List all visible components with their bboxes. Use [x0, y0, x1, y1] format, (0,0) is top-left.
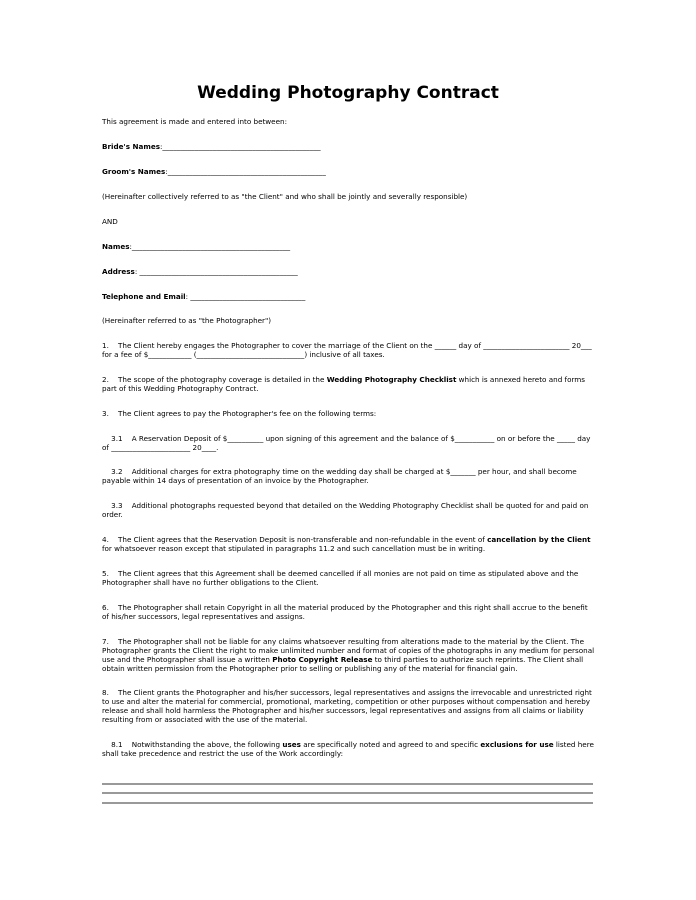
clause-8-1	[102, 740, 596, 758]
clause-4	[102, 535, 596, 553]
clause-7-text-b: to third parties to authorize such reprints. The Client shall obtain written permission from the Photographer prior to selling or publishing any of the material for financial gain.	[102, 655, 586, 673]
clause-7	[102, 637, 596, 673]
clause-3-3: 3.3 Additional photographs requested beyond that detailed on the Wedding Photography Checklist shall be quoted for and paid on order.	[102, 501, 591, 519]
fill-in-line-3	[102, 802, 593, 804]
clause-4-text-a: 4. The Client agrees that the Reservation Deposit is non-transferable and non-refundable in the event of	[102, 535, 488, 544]
photographer-definition: (Hereinafter referred to as "the Photographer")	[102, 316, 272, 325]
clause-4-bold: cancellation by the Client	[487, 535, 591, 544]
telephone-email-line	[102, 292, 596, 301]
bride-names-label: Bride's Names	[102, 142, 160, 151]
clause-3-1: 3.1 A Reservation Deposit of $__________ upon signing of this agreement and the balance of $___________ on or before the _____ day of ______________________ 20____.	[102, 434, 593, 452]
clause-2-text-b: which is annexed hereto and forms part of this Wedding Photography Contract.	[102, 375, 588, 393]
clause-2-bold: Wedding Photography Checklist	[326, 375, 457, 384]
clause-5: 5. The Client agrees that this Agreement shall be deemed cancelled if all monies are not paid on time as stipulated above and the Photographer shall have no further obligations to the Client.	[102, 569, 581, 587]
clause-6: 6. The Photographer shall retain Copyright in all the material produced by the Photographer and this right shall accrue to the benefit of his/her successors, legal representatives and assigns.	[102, 603, 590, 621]
client-definition: (Hereinafter collectively referred to as "the Client" and who shall be jointly and severally responsible)	[102, 192, 468, 201]
names-line	[102, 242, 596, 251]
address-line	[102, 267, 596, 276]
clause-8-1-text-c: listed here shall take precedence and restrict the use of the Work accordingly:	[102, 740, 597, 758]
telephone-email-label: Telephone and Email	[102, 292, 186, 301]
names-label: Names	[102, 242, 130, 251]
names-blank: :____________________________________________	[129, 242, 291, 251]
clause-8-1-text-a: 8.1 Notwithstanding the above, the following	[102, 740, 283, 749]
address-blank: : ____________________________________________	[134, 267, 298, 276]
clause-2	[102, 375, 596, 393]
clause-1: 1. The Client hereby engages the Photographer to cover the marriage of the Client on the ______ day of ________________________ 20___ for a fee of $____________ (______________________________) inclusive of all taxes.	[102, 341, 595, 359]
clause-4-text-b: for whatsoever reason except that stipulated in paragraphs 11.2 and such cancellation must be in writing.	[102, 535, 593, 553]
clause-3: 3. The Client agrees to pay the Photographer's fee on the following terms:	[102, 409, 377, 418]
telephone-email-blank: : ________________________________	[185, 292, 306, 301]
clause-7-text-a: 7. The Photographer shall not be liable for any claims whatsoever resulting from alterations made to the material by the Client. The Photographer grants the Client the right to make unlimited number and format of copies of the photographs in any medium for personal use and the Photographer shall issue a written	[102, 637, 597, 664]
and-text: AND	[102, 217, 118, 226]
clause-8: 8. The Client grants the Photographer and his/her successors, legal representatives and assigns the irrevocable and unrestricted right to use and alter the material for commercial, promotional, marketing, competition or other purposes without compensation and hereby release and shall hold harmless the Photographer and his/her successors, legal representatives and assigns from all claims or liability resulting from or associated with the use of the material.	[102, 688, 595, 724]
clause-2-text-a: 2. The scope of the photography coverage is detailed in the	[102, 375, 327, 384]
fill-in-line-1	[102, 783, 593, 785]
clause-8-1-text-b: are specifically noted and agreed to and specific	[300, 740, 481, 749]
groom-names-line	[102, 167, 596, 176]
groom-names-label: Groom's Names	[102, 167, 166, 176]
clause-3-2: 3.2 Additional charges for extra photography time on the wedding day shall be charged at $_______ per hour, and shall become payable within 14 days of presentation of an invoice by the Photographer.	[102, 467, 579, 485]
document-title: Wedding Photography Contract	[197, 83, 499, 103]
clause-7-bold: Photo Copyright Release	[272, 655, 373, 664]
bride-names-blank: :____________________________________________	[160, 142, 321, 151]
address-label: Address	[102, 267, 135, 276]
intro-text: This agreement is made and entered into between:	[102, 117, 288, 126]
clause-8-1-bold-uses: uses	[282, 740, 301, 749]
fill-in-line-2	[102, 792, 593, 794]
groom-names-blank: :____________________________________________	[165, 167, 326, 176]
bride-names-line	[102, 142, 596, 151]
clause-8-1-bold-exclusions: exclusions for use	[480, 740, 554, 749]
